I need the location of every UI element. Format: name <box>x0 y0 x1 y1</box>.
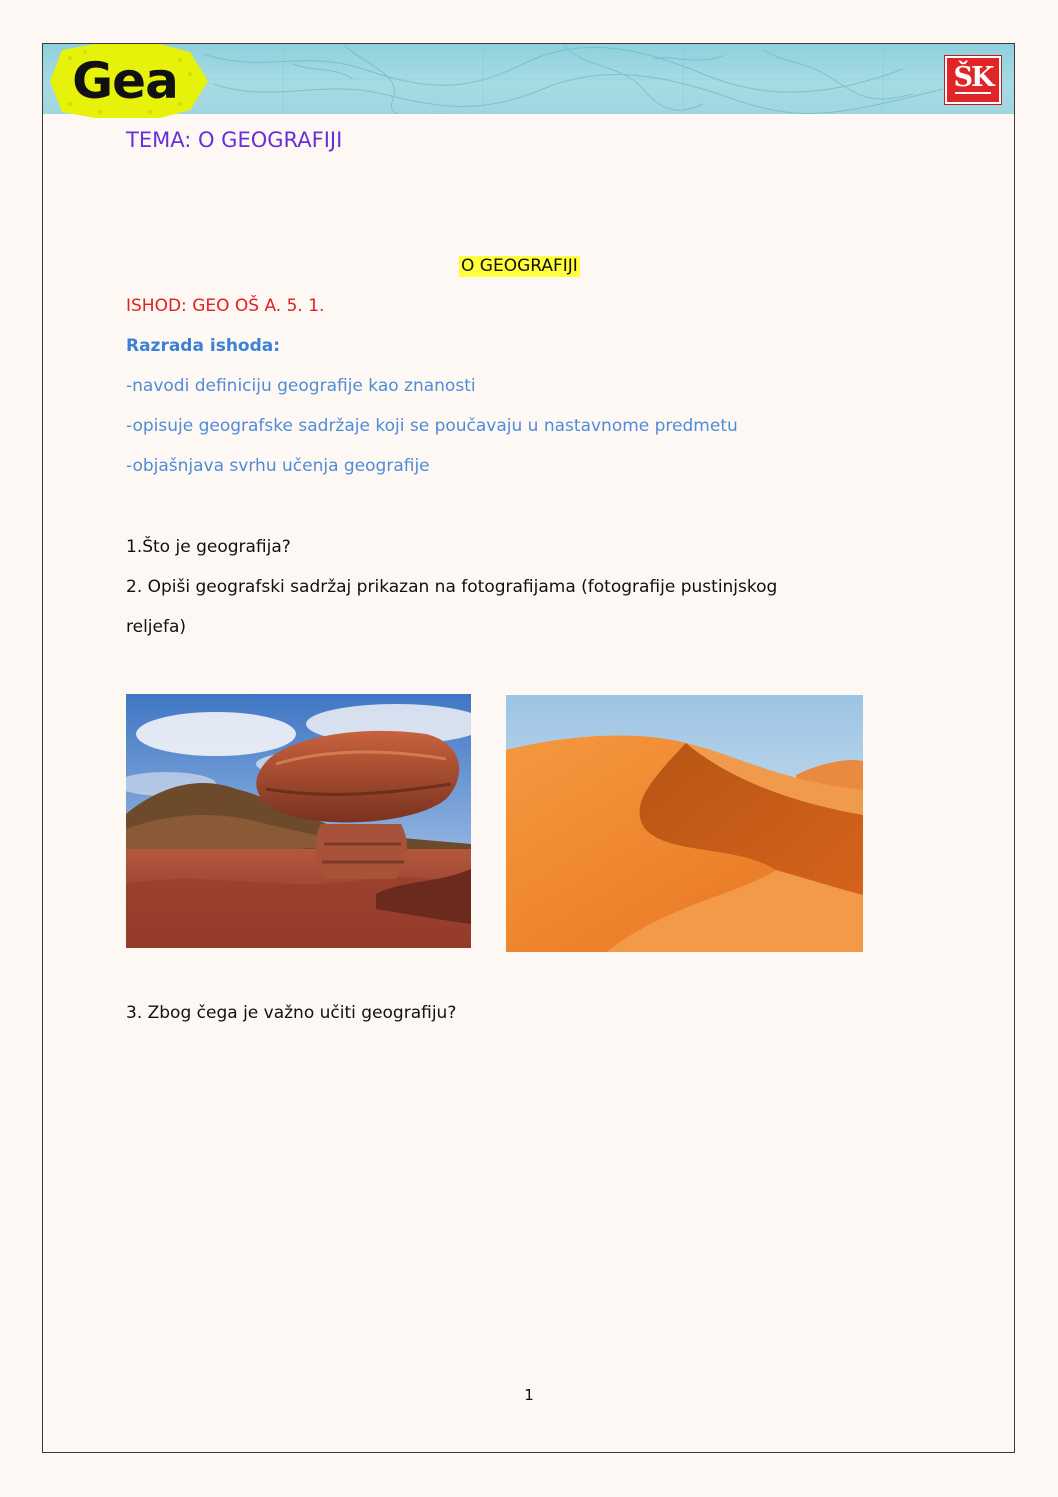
publisher-logo <box>945 56 1001 104</box>
sand-dune-photo <box>506 695 863 952</box>
gea-logo-text: Gea <box>72 52 178 110</box>
publisher-logo-text: ŠK <box>953 62 993 93</box>
lesson-heading: O GEOGRAFIJI <box>461 256 578 276</box>
outcome-item: -navodi definiciju geografije kao znanosti <box>126 376 476 396</box>
question-2-continued: reljefa) <box>126 617 187 637</box>
topic-title: TEMA: O GEOGRAFIJI <box>126 128 343 152</box>
question-3: 3. Zbog čega je važno učiti geografiju? <box>126 1003 457 1023</box>
question-2: 2. Opiši geografski sadržaj prikazan na fotografijama (fotografije pustinjskog <box>126 577 778 597</box>
book-icon <box>955 92 991 97</box>
question-1: 1.Što je geografija? <box>126 537 291 557</box>
gea-logo <box>40 44 210 118</box>
learning-outcome: ISHOD: GEO OŠ A. 5. 1. <box>126 296 325 316</box>
page-number: 1 <box>524 1386 534 1404</box>
outcome-item: -opisuje geografske sadržaje koji se poučavaju u nastavnome predmetu <box>126 416 738 436</box>
outcome-breakdown-title: Razrada ishoda: <box>126 336 281 356</box>
outcome-item: -objašnjava svrhu učenja geografije <box>126 456 430 476</box>
mushroom-rock-photo <box>126 694 471 948</box>
